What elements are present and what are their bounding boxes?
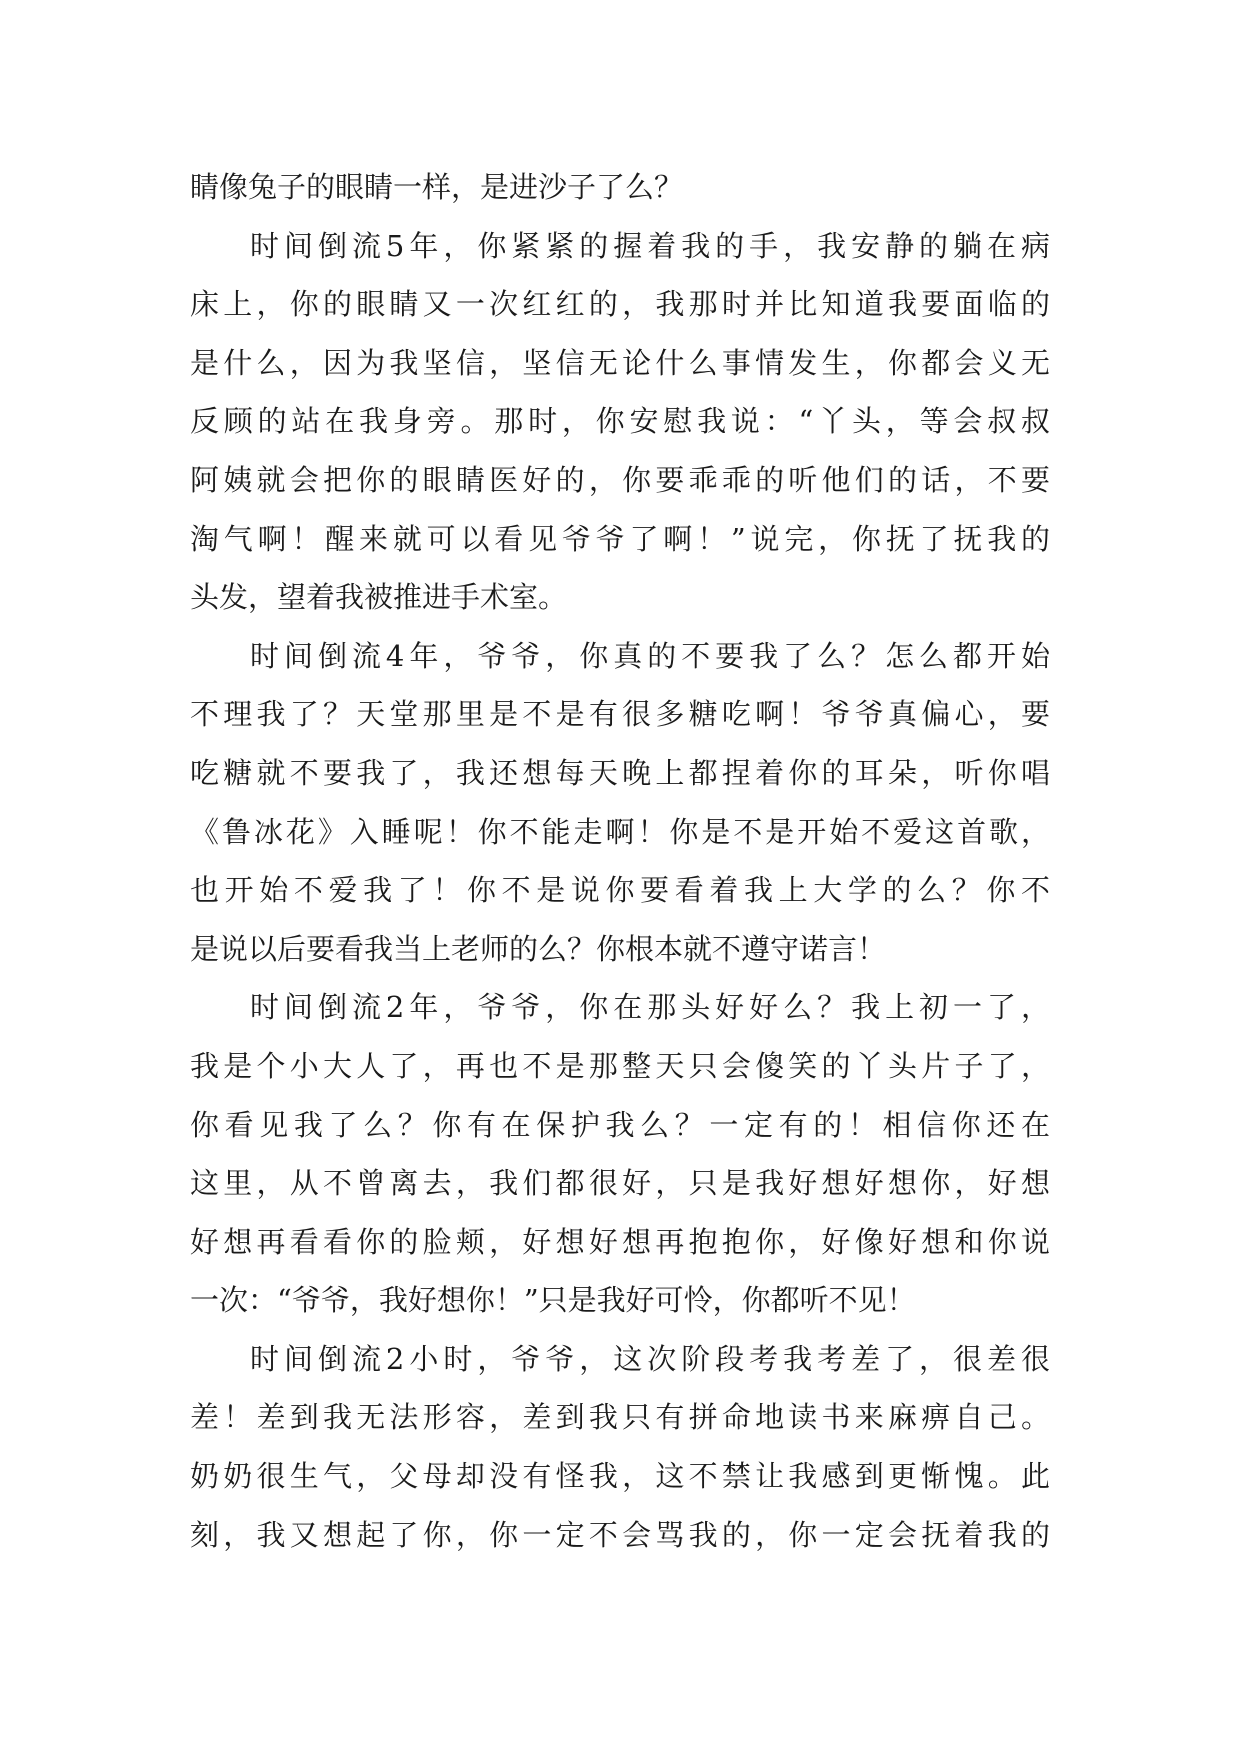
text-line: 淘气啊！醒来就可以看见爷爷了啊！”说完，你抚了抚我的 — [190, 521, 1050, 556]
text-line: 一次：“爷爷，我好想你！”只是我好可怜，你都听不见！ — [190, 1283, 916, 1318]
text-line: 好想再看看你的脸颊，好想好想再抱抱你，好像好想和你说 — [190, 1224, 1050, 1259]
paragraph-first-line: 时间倒流5年，你紧紧的握着我的手，我安静的躺在病 — [250, 228, 1050, 263]
text-line: 吃糖就不要我了，我还想每天晚上都捏着你的耳朵，听你唱 — [190, 755, 1050, 790]
text-line: 头发，望着我被推进手术室。 — [190, 580, 568, 615]
text-line: 差！差到我无法形容，差到我只有拼命地读书来麻痹自己。 — [190, 1400, 1050, 1435]
text-line: 阿姨就会把你的眼睛医好的，你要乖乖的听他们的话，不要 — [190, 462, 1050, 497]
text-line: 刻，我又想起了你，你一定不会骂我的，你一定会抚着我的 — [190, 1517, 1050, 1552]
text-line: 是什么，因为我坚信，坚信无论什么事情发生，你都会义无 — [190, 345, 1050, 380]
text-line: 你看见我了么？你有在保护我么？一定有的！相信你还在 — [190, 1107, 1050, 1142]
text-line: 睛像兔子的眼睛一样，是进沙子了么？ — [190, 170, 684, 204]
text-line: 我是个小大人了，再也不是那整天只会傻笑的丫头片子了， — [190, 1048, 1050, 1083]
paragraph-first-line: 时间倒流4年，爷爷，你真的不要我了么？怎么都开始 — [250, 638, 1050, 673]
text-line: 床上，你的眼睛又一次红红的，我那时并比知道我要面临的 — [190, 287, 1050, 322]
body-text — [190, 158, 1050, 1564]
text-line: 反顾的站在我身旁。那时，你安慰我说：“丫头，等会叔叔 — [190, 404, 1050, 439]
text-line: 奶奶很生气，父母却没有怪我，这不禁让我感到更惭愧。此 — [190, 1459, 1050, 1494]
paragraph-first-line: 时间倒流2年，爷爷，你在那头好好么？我上初一了， — [250, 990, 1050, 1025]
text-line: 《鲁冰花》入睡呢！你不能走啊！你是不是开始不爱这首歌， — [190, 814, 1050, 849]
text-line: 也开始不爱我了！你不是说你要看着我上大学的么？你不 — [190, 873, 1050, 908]
text-line: 不理我了？天堂那里是不是有很多糖吃啊！爷爷真偏心，要 — [190, 697, 1050, 732]
paragraph-first-line: 时间倒流2小时，爷爷，这次阶段考我考差了，很差很 — [250, 1341, 1050, 1376]
text-line: 是说以后要看我当上老师的么？你根本就不遵守诺言！ — [190, 931, 887, 966]
text-line: 这里，从不曾离去，我们都很好，只是我好想好想你，好想 — [190, 1166, 1050, 1201]
